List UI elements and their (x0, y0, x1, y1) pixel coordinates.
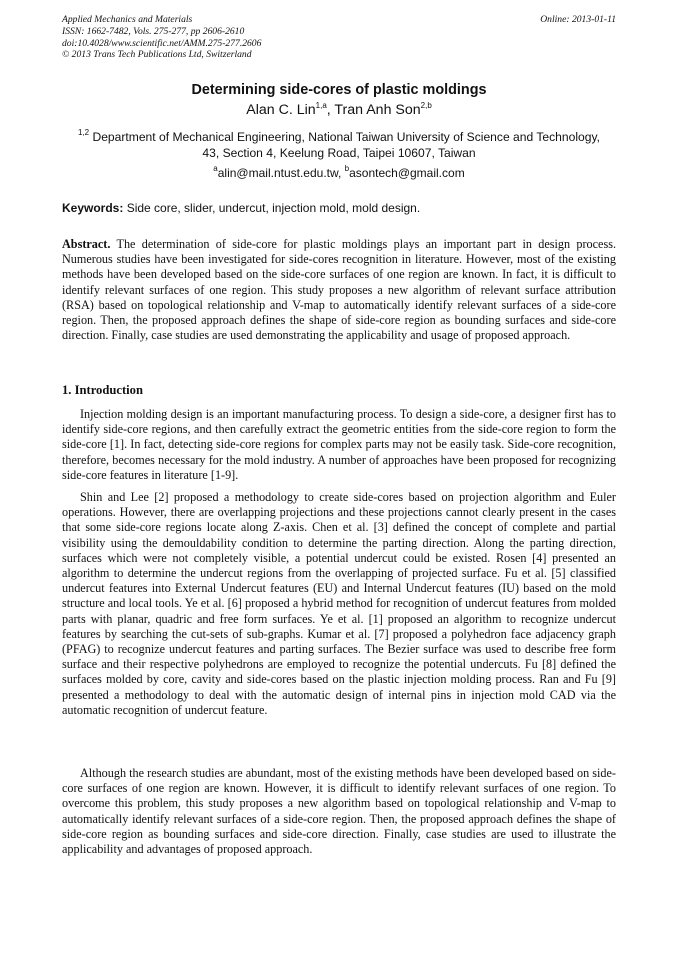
keywords-text: Side core, slider, undercut, injection mold, mold design. (123, 201, 421, 215)
affiliation (62, 129, 616, 161)
intro-paragraph: Shin and Lee [2] proposed a methodology to create side-cores based on projection algorithm and Euler operations. However, there are overlapping projections and these projections cannot clearly present in the cases that some side-core regions locate along Z-axis. Chen et al. [3] defined the concept of complete and partial visibility using the demouldability condition to determine the parting direction. Along the parting direction, surfaces which were not completely visible, a potential undercut could be existed. Rosen [4] presented an algorithm to determine the undercut regions from the overlapping of projected surface. Fu et al. [5] classified undercut features into External Undercut features (EU) and Internal Undercut features (IU) based on the mold structure and local tools. Ye et al. [6] proposed a hybrid method for recognition of undercut features from molded parts with planar, quadric and free form surfaces. Ye et al. [1] proposed an algorithm to recognize undercut features by searching the cut-sets of sub-graphs. Kumar et al. [7] proposed a polyhedron face adjacency graph (PFAG) to recognize undercut features and parting surfaces. The Bezier surface was used to describe free form surface and their respective polyhedrons are employed to recognize the potential undercuts. Fu [8] defined the surfaces molded by core, cavity and side-cores based on the plastic injection molding process. Ran and Fu [9] presented a methodology to deal with the automatic design of internal pins in injection mold CAD via the automatic recognition of undercut feature. (62, 490, 616, 717)
section-heading: 1. Introduction (62, 383, 143, 397)
doi-line: doi:10.4028/www.scientific.net/AMM.275-277.2606 (62, 37, 262, 49)
online-date: Online: 2013-01-11 (540, 14, 616, 25)
journal-header (62, 14, 616, 61)
affiliation-line: 43, Section 4, Keelung Road, Taipei 10607, Taiwan (202, 146, 476, 160)
journal-info (62, 14, 616, 61)
affiliation-superscript: 1,2 (77, 128, 90, 137)
author-superscript: 2,b (420, 101, 432, 110)
email-superscript: a (213, 164, 218, 173)
keywords (62, 200, 616, 216)
intro-paragraph: Although the research studies are abundant, most of the existing methods have been developed based on side-core surfaces of one region are known. However, it is difficult to identify relevant surfaces of one region. To overcome this problem, this study proposes a new algorithm based on topological relationship and V-map to automatically identify relevant surfaces of a side-core region. Then, the proposed approach defines the shape of side-core region as bounding surfaces and side-core direction. Finally, case studies are used to illustrate the applicability and advantages of proposed approach. (62, 766, 616, 857)
abstract (62, 237, 616, 343)
author-name: Tran Anh Son (334, 102, 421, 118)
paper-title: Determining side-cores of plastic moldings (191, 82, 487, 98)
copyright-line: © 2013 Trans Tech Publications Ltd, Switzerland (62, 49, 252, 61)
affiliation-text: Department of Mechanical Engineering, National Taiwan University of Science and Technology, (89, 130, 601, 144)
journal-name: Applied Mechanics and Materials (62, 14, 193, 25)
author-separator: , (326, 102, 335, 118)
abstract-label: Abstract. (62, 237, 111, 251)
abstract-text: The determination of side-core for plastic moldings plays an important part in design process. Numerous studies have been investigated for side-cores recognition in literature. However, most of the existing methods have been developed based on the side-core surfaces of one region are known. In fact, it is difficult to identify relevant surfaces of one region. This study proposes a new algorithm of relevant surface attribution (RSA) based on topological relationship and V-map to automatically identify relevant surfaces of a side-core region. Then, the proposed approach defines the shape of side-core region as bounding surfaces and side-core direction. Finally, case studies are used demonstrating the applicability and usage of proposed approach. (62, 237, 616, 343)
intro-paragraph: Injection molding design is an important manufacturing process. To design a side-core, a designer first has to identify side-core regions, and then carefully extract the geometric entities from the side-core region to form the side-core [1]. In fact, detecting side-core regions for complex parts may not be easily task. Side-core recognition, therefore, becomes necessary for the mold industry. A number of approaches have been proposed for recognizing side-core features in literature [1-9]. (62, 407, 616, 482)
email-address: asontech@gmail.com (349, 166, 465, 180)
author-name: Alan C. Lin (246, 102, 316, 118)
issn-line: ISSN: 1662-7482, Vols. 275-277, pp 2606-2610 (62, 25, 245, 37)
author-emails (62, 165, 616, 181)
keywords-label: Keywords: (62, 201, 124, 215)
author-list (62, 102, 616, 119)
author-superscript: 1,a (315, 101, 327, 110)
email-address: alin@mail.ntust.edu.tw (217, 166, 338, 180)
email-superscript: b (344, 164, 350, 173)
affiliation-line (62, 129, 616, 145)
email-separator: , (338, 166, 345, 180)
